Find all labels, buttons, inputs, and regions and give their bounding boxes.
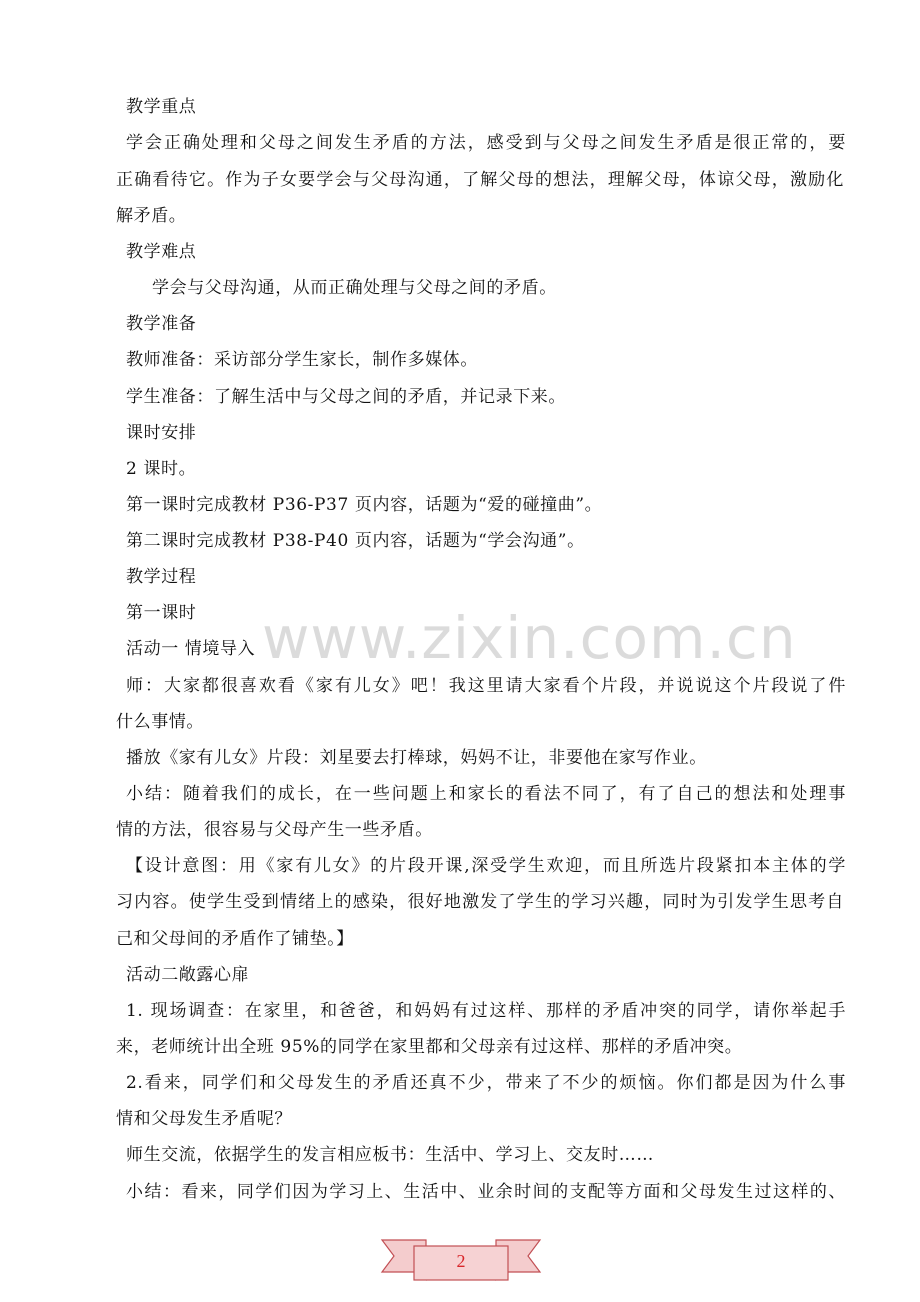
page-number: 2 [456,1251,466,1271]
paragraph-line: 2.看来，同学们和父母发生的矛盾还真不少，带来了不少的烦恼。你们都是因为什么事 [126,1073,846,1093]
paragraph-line: 学生准备：了解生活中与父母之间的矛盾，并记录下来。 [126,387,566,407]
watermark: www.zixin.com.cn [262,604,797,672]
paragraph-line: 【设计意图：用《家有儿女》的片段开课,深受学生欢迎，而且所选片段紧扣本主体的学 [126,856,846,876]
paragraph-line: 解矛盾。 [116,206,187,226]
paragraph-line: 什么事情。 [116,712,204,732]
paragraph-line: 习内容。使学生受到情绪上的感染，很好地激发了学生的学习兴趣，同时为引发学生思考自 [116,892,844,912]
heading-activity-one: 活动一 情境导入 [126,639,256,659]
paragraph-line: 师生交流，依据学生的发言相应板书：生活中、学习上、交友时…… [126,1145,654,1165]
paragraph-line: 正确看待它。作为子女要学会与父母沟通，了解父母的想法，理解父母，体谅父母，激励化 [116,170,844,190]
paragraph-line: 小结：看来，同学们因为学习上、生活中、业余时间的支配等方面和父母发生过这样的、 [126,1182,846,1202]
paragraph-line: 小结：随着我们的成长，在一些问题上和家长的看法不同了，有了自己的想法和处理事 [126,784,846,804]
paragraph-line: 来，老师统计出全班 95%的同学在家里都和父母亲有过这样、那样的矛盾冲突。 [116,1037,743,1057]
paragraph-line: 第二课时完成教材 P38-P40 页内容，话题为“学会沟通”。 [126,531,585,551]
paragraph-line: 2 课时。 [126,459,197,479]
paragraph-line: 教师准备：采访部分学生家长，制作多媒体。 [126,350,478,370]
paragraph-line: 1. 现场调查：在家里，和爸爸，和妈妈有过这样、那样的矛盾冲突的同学，请你举起手 [126,1001,846,1021]
paragraph-line: 播放《家有儿女》片段：刘星要去打棒球，妈妈不让，非要他在家写作业。 [126,748,707,768]
heading-activity-two: 活动二敞露心扉 [126,965,250,985]
page-number-ribbon [380,1232,542,1290]
paragraph-line: 己和父母间的矛盾作了铺垫。】 [116,929,354,949]
heading-teaching-process: 教学过程 [126,567,197,587]
heading-teaching-difficulty: 教学难点 [126,242,197,262]
paragraph-line: 情的方法，很容易与父母产生一些矛盾。 [116,820,433,840]
paragraph-line: 学会正确处理和父母之间发生矛盾的方法，感受到与父母之间发生矛盾是很正常的，要 [126,133,846,153]
paragraph-line: 师：大家都很喜欢看《家有儿女》吧！我这里请大家看个片段，并说说这个片段说了件 [126,676,846,696]
heading-teaching-focus: 教学重点 [126,97,197,117]
paragraph-line: 学会与父母沟通，从而正确处理与父母之间的矛盾。 [152,278,557,298]
heading-first-lesson: 第一课时 [126,603,197,623]
heading-class-schedule: 课时安排 [126,423,197,443]
paragraph-line: 情和父母发生矛盾呢？ [116,1109,292,1129]
paragraph-line: 第一课时完成教材 P36-P37 页内容，话题为“爱的碰撞曲”。 [126,495,603,515]
heading-teaching-preparation: 教学准备 [126,314,197,334]
